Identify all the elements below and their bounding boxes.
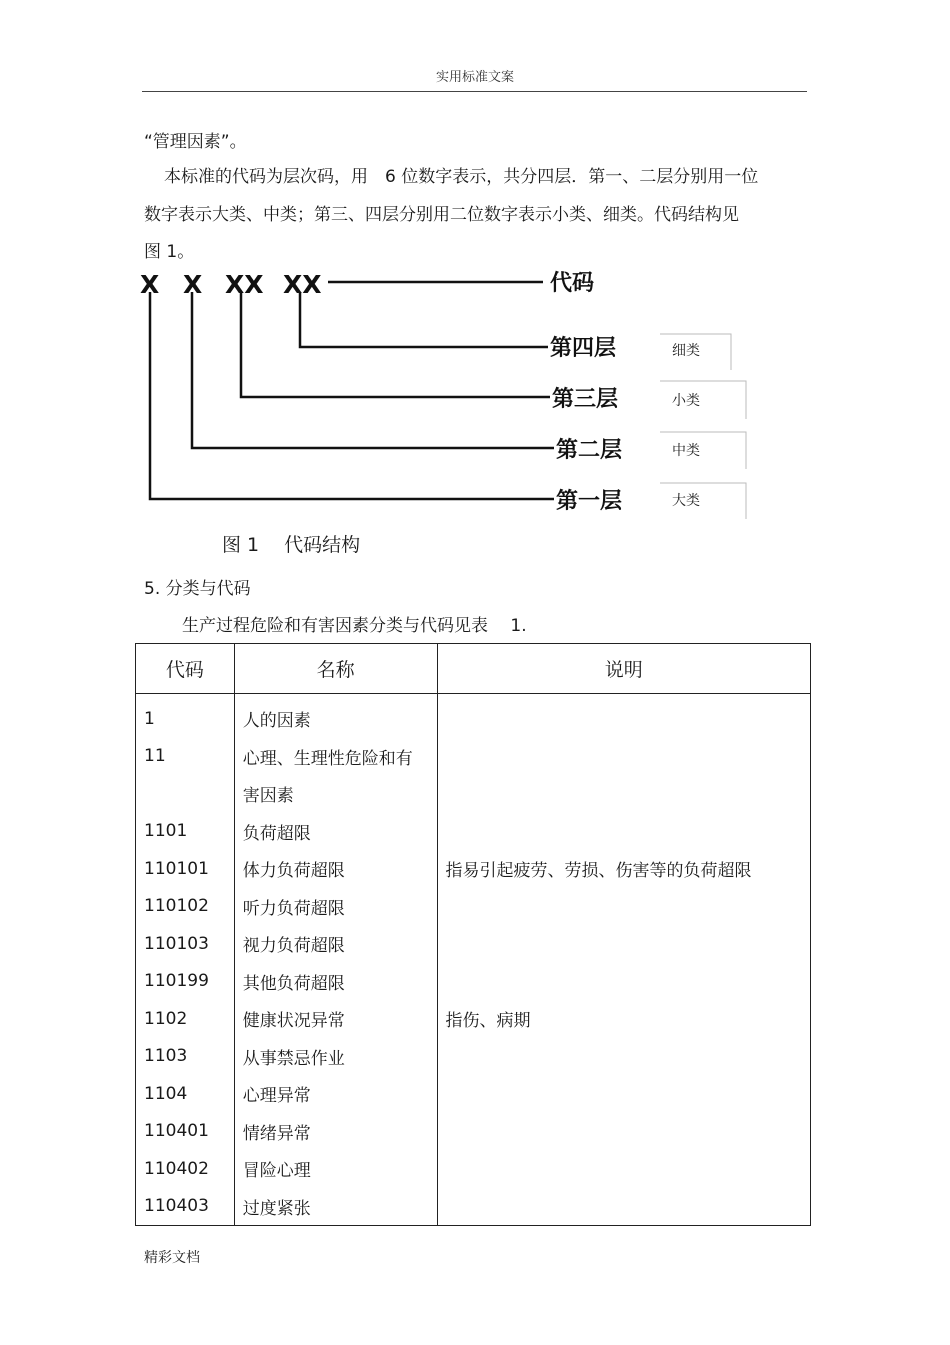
cell-note (437, 888, 810, 926)
cell-code: 110101 (136, 850, 235, 888)
table-row (136, 1038, 811, 1076)
table-row (136, 925, 811, 963)
cell-name: 心理异常 (234, 1075, 437, 1113)
figure-caption: 图 1 代码结构 (222, 534, 361, 556)
paragraph-2-line-1: 本标准的代码为层次码，用 6 位数字表示，共分四层．第一、二层分别用一位 (164, 167, 759, 187)
cell-name: 过度紧张 (234, 1188, 437, 1226)
cell-note (437, 1188, 810, 1226)
table-row (136, 1150, 811, 1188)
cell-name: 人的因素 (234, 694, 437, 738)
level-category-2: 中类 (672, 443, 700, 459)
cell-name: 心理、生理性危险和有 (234, 738, 437, 776)
cell-code: 1104 (136, 1075, 235, 1113)
code-structure-diagram (136, 262, 756, 524)
level-label-3: 第三层 (552, 387, 619, 412)
column-header-note: 说明 (437, 644, 810, 694)
table-row (136, 888, 811, 926)
cell-name: 健康状况异常 (234, 1000, 437, 1038)
level-category-4: 细类 (672, 343, 700, 359)
cell-note (437, 1150, 810, 1188)
cell-name: 情绪异常 (234, 1113, 437, 1151)
section-intro: 生产过程危险和有害因素分类与代码见表 1. (182, 616, 527, 636)
table-row (136, 738, 811, 776)
table-row (136, 850, 811, 888)
cell-name: 体力负荷超限 (234, 850, 437, 888)
cell-note (437, 1075, 810, 1113)
cell-code: 110103 (136, 925, 235, 963)
code-label: 代码 (550, 271, 595, 296)
cell-code: 110102 (136, 888, 235, 926)
cell-code: 1101 (136, 813, 235, 851)
table-row (136, 1000, 811, 1038)
paragraph-2-line-3: 图 1。 (144, 242, 195, 262)
cell-name: 视力负荷超限 (234, 925, 437, 963)
code-digit-mark: X (140, 270, 160, 299)
column-header-code: 代码 (136, 644, 235, 694)
code-digit-mark: XX (225, 270, 264, 299)
table-row (136, 775, 811, 813)
cell-note (437, 694, 810, 738)
section-heading: 5. 分类与代码 (144, 579, 251, 599)
table-row (136, 1075, 811, 1113)
cell-note (437, 925, 810, 963)
cell-name: 负荷超限 (234, 813, 437, 851)
cell-note (437, 775, 810, 813)
cell-code: 110401 (136, 1113, 235, 1151)
level-label-1: 第一层 (556, 489, 623, 514)
table-body (136, 694, 811, 1226)
cell-name: 冒险心理 (234, 1150, 437, 1188)
cell-code (136, 775, 235, 813)
table-row (136, 694, 811, 738)
table-row (136, 813, 811, 851)
cell-name: 害因素 (234, 775, 437, 813)
level-label-4: 第四层 (550, 336, 617, 361)
cell-code: 1 (136, 694, 235, 738)
cell-name: 从事禁忌作业 (234, 1038, 437, 1076)
paragraph-1: “管理因素”。 (144, 132, 247, 152)
page-footer: 精彩文档 (144, 1250, 200, 1266)
cell-note: 指伤、病期 (437, 1000, 810, 1038)
cell-note (437, 1113, 810, 1151)
table-row (136, 1188, 811, 1226)
classification-table (135, 643, 811, 1226)
page-header: 实用标准文案 (435, 70, 514, 85)
header-divider (142, 91, 807, 92)
cell-code: 110403 (136, 1188, 235, 1226)
cell-note (437, 738, 810, 776)
code-digit-mark: XX (283, 270, 322, 299)
column-header-name: 名称 (234, 644, 437, 694)
level-category-3: 小类 (672, 393, 700, 409)
cell-code: 11 (136, 738, 235, 776)
cell-code: 110199 (136, 963, 235, 1001)
table-row (136, 963, 811, 1001)
cell-note: 指易引起疲劳、劳损、伤害等的负荷超限 (437, 850, 810, 888)
table-row (136, 1113, 811, 1151)
cell-code: 1102 (136, 1000, 235, 1038)
level-label-2: 第二层 (556, 438, 623, 463)
cell-note (437, 963, 810, 1001)
table-header-row (136, 644, 811, 694)
cell-note (437, 1038, 810, 1076)
level-category-1: 大类 (672, 493, 700, 509)
cell-code: 1103 (136, 1038, 235, 1076)
cell-note (437, 813, 810, 851)
cell-name: 听力负荷超限 (234, 888, 437, 926)
paragraph-2-line-2: 数字表示大类、中类；第三、四层分别用二位数字表示小类、细类。代码结构见 (144, 205, 739, 225)
cell-code: 110402 (136, 1150, 235, 1188)
cell-name: 其他负荷超限 (234, 963, 437, 1001)
code-digit-mark: X (183, 270, 203, 299)
